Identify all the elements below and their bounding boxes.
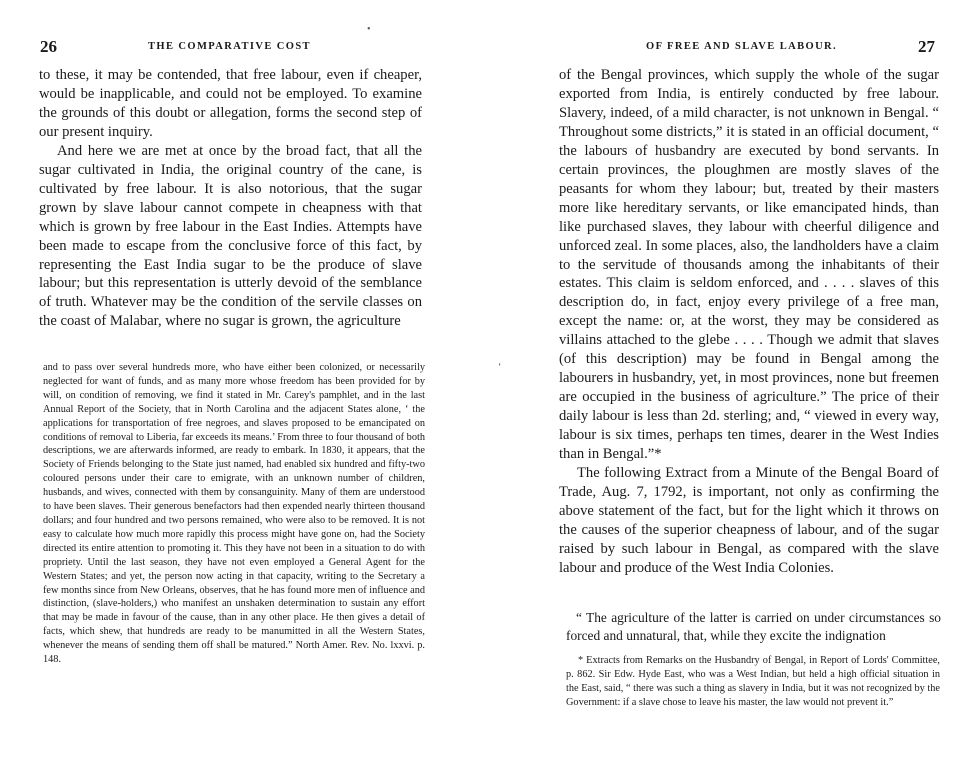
footnote-text: * Extracts from Remarks on the Husbandry of Bengal, in Report of Lords' Committee, p. 862. Sir Edw. Hyde East, who was a West Indian, but held a high official situation in the East, said, “ there was such a thing as slavery in India, but it was not recognized by the Government: if a slave chose to leave his master, the law would not prevent it.”	[566, 655, 940, 708]
paragraph: of the Bengal provinces, which supply the whole of the sugar exported from India, is entirely conducted by free labour. Slavery, indeed, of a mild character, is not unknown in Bengal. “ Throughout some districts,” it is stated in an official document, “ the labours of husbandry are executed by bond servants. In certain provinces, the ploughmen are mostly slaves of the peasants for whom they labour; but, treated by their masters more like hereditary servants, or like emancipated hinds, than like purchased slaves, they labour with cheerful diligence and unforced zeal. In some places, also, the landholders have a claim to the servitude of thousands among the inhabitants of their estates. This claim is seldom enforced, and . . . . slaves of this description do, in fact, enjoy every privilege of a free man, except the name: or, at the worst, they may be considered as villains attached to the glebe . . . . Though we admit that slaves (of this description) may be found in Bengal among the labourers in husbandry, yet, in most provinces, none but freemen are occupied in the business of agriculture.” The price of their daily labour is less than 2d. sterling; and, “ viewed in every way, labour is six times, perhaps ten times, dearer in the West Indies than in Bengal.”*	[559, 67, 939, 463]
quote-text: “ The agriculture of the latter is carried on under circumstances so forced and unnatural, that, while they excite the indignation	[566, 610, 941, 643]
running-head: OF FREE AND SLAVE LABOUR.	[646, 41, 838, 52]
running-head: THE COMPARATIVE COST	[148, 41, 311, 52]
paragraph: And here we are met at once by the broad fact, that all the sugar cultivated in India, the original country of the cane, is cultivated by free labour. It is also notorious, that the sugar grown by slave labour cannot compete in cheapness with that which is grown by free labour in the East Indies. Attempts have been made to escape from the conclusive force of this fact, by representing the East India sugar to be the produce of slave labour; but this representation is utterly devoid of the semblance of truth. Whatever may be the condition of the servile classes on the coast of Malabar, where no sugar is grown, the agriculture	[39, 142, 422, 330]
page-number: 27	[918, 37, 935, 56]
footnote-text: and to pass over several hundreds more, who have either been colonized, or necessarily neglected for want of funds, and as many more whose freedom has been provided for by will, on condition of removing, we find it stated in Mr. Carey's pamphlet, and in the last Annual Report of the Society, that in North Carolina and the adjacent States alone, ‘ the applications for transportation of free negroes, and slaves proposed to be emancipated on conditions of removal to Liberia, far exceeds its means.’ From three to four thousand of both descriptions, we are afterwards informed, are ready to embark. In 1830, it appears, that the Society of Friends belonging to the State just named, had enabled six hundred and fifty-two coloured persons under their care to emigrate, with an unknown number of children, husbands, and wives, connected with them by consanguinity. Many of them are understood to have been slaves. Their generous benefactors had then expended nearly thirteen thousand dollars; and four hundred and two persons remained, who were also to be removed. It is not easy to calculate how much more rapidly this process might have gone on, had the Society directed its entire attention to promoting it. This they have not been in a situation to do with propriety. Until the last season, they have not even employed a General Agent for the Western States; and yet, the person now acting in that capacity, writing to the Secretary a few months since from New Orleans, observes, that he has found more men of influence and distinction, (slave-holders,) who manifest an unshaken determination to sustain any effort that may be made in favour of the cause, than in any other place. He then gives a detail of facts, which shew, that hundreds are ready to be manumitted in all the Western States, whenever the means of sending them off shall be matured.” North Amer. Rev. No. lxxvi. p. 148.	[43, 362, 425, 666]
ink-speck-margin: ‘	[498, 362, 502, 373]
footnote	[43, 361, 425, 667]
footnote	[566, 654, 940, 710]
ink-speck-top: •	[367, 24, 371, 35]
page-number: 26	[40, 37, 57, 56]
main-text	[39, 66, 422, 331]
paragraph: The following Extract from a Minute of the Bengal Board of Trade, Aug. 7, 1792, is important, not only as confirming the above statement of the fact, but for the light which it throws on the causes of the superior cheapness of labour, and of the sugar raised by such labour in Bengal, as compared with the slave labour and produce of the West India Colonies.	[559, 465, 939, 576]
left-page	[0, 0, 480, 758]
right-page	[500, 0, 980, 758]
main-text	[559, 66, 939, 578]
paragraph: to these, it may be contended, that free labour, even if cheaper, would be inapplicable, and could not be employed. To examine the grounds of this doubt or allegation, forms the second step of our present inquiry.	[39, 67, 422, 140]
block-quote	[566, 609, 941, 645]
